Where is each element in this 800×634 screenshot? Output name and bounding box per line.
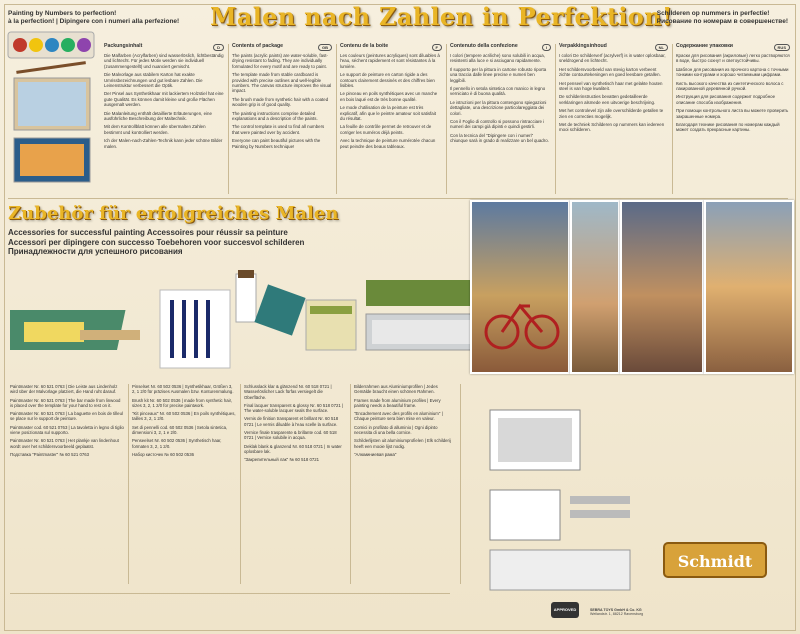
- paragraph: Благодаря технике рисования по номерам каждый может создать прекрасные картины.: [676, 122, 780, 133]
- accessory-product-images: [10, 270, 550, 380]
- paragraph: Die Malvorlage aus stabilem Karton hat exakte Umrissbezeichnungen und gut lesbare Zahlen. Die Leinenstruktur verbessert die Optik.: [104, 72, 203, 89]
- subtitle-line: Принадлежности для успешного рисования: [8, 247, 183, 257]
- footer-notes: [10, 593, 450, 598]
- paragraph: Final lacquer transparent & glossy Nr. 60 518 0721 | The water-soluble lacquer seals the surface.: [244, 402, 344, 414]
- painting-photo: [470, 200, 570, 374]
- paragraph: Il supporto per la pittura in cartone robusto riporta una traccia dalle linee precise e numeri ben leggibili.: [450, 66, 547, 83]
- paragraph: Het penseel van synthetisch haar met gelakte houten steel is van hoge kwaliteit.: [559, 80, 663, 92]
- header-left-line: à la perfection! | Dipingere con i numeri alla perfezione!: [8, 17, 180, 25]
- paragraph: Bilderrahmen aus Aluminiumprofilen | Jedes Gemälde braucht einen schönen Rahmen.: [354, 384, 438, 395]
- accessories-title: Zubehör für erfolgreiches Malen: [8, 203, 339, 224]
- column-divider: [350, 384, 351, 584]
- painting-photo: [704, 200, 794, 374]
- paragraph: Il pennello in setola sintetica con manico in legno verniciato è di buona qualità.: [450, 86, 546, 97]
- paragraph: Vernice finale trasparente & brillante cod. 60 518 0721 | Vernice solubile in acqua.: [244, 430, 337, 441]
- paragraph: The brush made from synthetic hair with a coated wooden grip is of good quality.: [232, 96, 329, 108]
- paragraph: Le support de peinture en carton rigide a des contours clairement dessinés et des chiffres bien lisibles.: [340, 72, 435, 89]
- paragraph: Набор кисточек № 60 502 0536: [132, 451, 194, 457]
- paragraph: Het schildersvoorbeeld van stevig karton verbeent zichte contourtekeningen en goed leesbare getallen.: [559, 66, 661, 78]
- product-paintmaster: [10, 384, 124, 460]
- product-brush-set: [132, 384, 236, 460]
- paragraph: De schilderinstructies bevatten gedetailleerde verklaringen alsmede een uitvoerige beschrijving.: [559, 94, 656, 105]
- column-heading: Содержание упаковки RUS: [676, 44, 790, 51]
- paragraph: Brush kit Nr. 60 502 0536 | made from synthetic hair, sizes 3, 2, 1 2/0 for precise paintwork.: [132, 397, 232, 408]
- company-name: SEBRA TOYS GmbH & Co. KG: [590, 608, 642, 612]
- header-left: [8, 10, 179, 25]
- accessories-subtitles: [8, 228, 304, 257]
- column-heading: Contenu de la boite F: [340, 44, 442, 51]
- column-heading: Packungsinhalt D: [104, 44, 224, 51]
- paragraph: "Алюминиевая рама": [354, 451, 397, 457]
- paragraph: The painting instructions comprise detailed explanations and a description of the paints.: [232, 110, 318, 122]
- contents-column-ru: [676, 44, 790, 136]
- section-divider: [8, 198, 788, 199]
- paragraph: Paintmaster Nr. 60 521 0763 | Die Leiste aus Lindenholz wird über der Malvorlage platziert, die Hand ruht darauf.: [10, 384, 118, 395]
- page-title: Malen nach Zahlen in Perfektion!: [210, 2, 673, 31]
- brush-set-image: [160, 270, 306, 368]
- paragraph: Die Malanleitung enthält detaillierte Erläuterungen, eine ausführliche Beschreibung der Maltechnik.: [104, 110, 212, 122]
- paragraph: Paintmaster cod. 60 521 0763 | La tavoletta in legno di tiglio viene posizionata sul supporto.: [10, 424, 124, 436]
- paragraph: The template made from stable cardboard is provided with precise outlines and well-legible numbers. The canvas structure improves the visual impact.: [232, 72, 332, 94]
- contents-column-fr: [340, 44, 442, 152]
- column-heading: Contents of package GB: [232, 44, 332, 51]
- approved-badge: APPROVED: [551, 602, 579, 618]
- paragraph: При помощи контрольного листа вы можете проверить закрашенные номера.: [676, 108, 789, 119]
- paragraph: Everyone can paint beautiful pictures with the Painting by Numbers technique!: [232, 138, 321, 149]
- header-left-line: Painting by Numbers to perfection!: [8, 10, 117, 17]
- subtitle-line: Accessori per dipingere con successo Toebehoren voor succesvol schilderen: [8, 237, 305, 247]
- paragraph: Met het controlevel zijn alle overschilderde getallen te zien en correcties mogelijk.: [559, 108, 664, 119]
- column-divider: [336, 44, 337, 194]
- paragraph: The control template is used to find all numbers that were painted over by accident.: [232, 124, 325, 135]
- column-divider: [228, 44, 229, 194]
- product-frames: [354, 384, 456, 460]
- paragraph: Шаблон для рисования из прочного картона с точными тонкими контурами и хорошо читаемыми цифрами.: [676, 66, 789, 78]
- header-right: [657, 10, 788, 25]
- paragraph: Les couleurs (peintures acryliques) sont diluables à l'eau, séchent rapidement et sont résistantes à la lumière.: [340, 53, 440, 69]
- paragraph: Set di pennelli cod. 60 502 0536 | Setola sintetica, dimensioni 3, 2, 1 e 2/0.: [132, 424, 228, 436]
- contents-column-de: [104, 44, 224, 152]
- product-final-lacquer: [244, 384, 346, 466]
- column-heading: Contenuto della confezione I: [450, 44, 551, 51]
- column-divider: [555, 44, 556, 194]
- paragraph: La feuille de contrôle permet de retrouver et de corriger les numéros déjà peints.: [340, 124, 432, 135]
- paragraph: Schlusslack klar & glänzend Nr. 60 518 0721 | Wasserlöslicher Lack fürfas versiegelt die Oberfläche.: [244, 384, 332, 400]
- company-info: [590, 608, 730, 617]
- painting-photo: [570, 200, 620, 374]
- paragraph: Frames made from aluminium profiles | Every painting needs a beautiful frame.: [354, 397, 441, 408]
- brand-logo: [660, 535, 770, 583]
- contents-column-nl: [559, 44, 668, 136]
- column-heading: Verpakkingsinhoud NL: [559, 44, 668, 51]
- paragraph: Paintmaster Nr. 60 521 0763 | La baguette en bois de tilleul se place sur le support de peinture.: [10, 411, 123, 422]
- paragraph: Инструкция для рисования содержит подробное описание способа изображения.: [676, 94, 776, 105]
- paragraph: Penseelset Nr. 60 502 0536 | Synthetisch haar, formaten 3, 2, 1 2/0.: [132, 438, 222, 449]
- paragraph: The paints (acrylic paints) are water-soluble, fast-drying resistant to fading. They are individually formulated for every motif and are ready to paint.: [232, 53, 328, 69]
- painting-photo: [620, 200, 704, 374]
- paragraph: Avec la technique de peinture numérotée chacun peut peindre des beaux tableaux.: [340, 138, 436, 149]
- paragraph: Mit dem Kontrollblatt können alle übermalten Zahlen bestimmt und kontrolliert werden.: [104, 124, 206, 135]
- paragraph: Die Malfarben (Acrylfarben) sind wasserlöslich, lichtbeständig und lichtecht. Für jedes Motiv werden sie individuell (zusammengestellt) und nuanciert gemischt.: [104, 53, 224, 69]
- column-divider: [460, 384, 461, 584]
- column-divider: [672, 44, 673, 194]
- bicycle-icon: [472, 202, 568, 372]
- paragraph: Con il Foglio di controllo si possono rintracciare i numeri dei campi già dipinti e quindi gestirli.: [450, 119, 545, 130]
- paragraph: "Kit pinceaux" Nr. 60 502 0536 | En poils synthétiques, tailles 3, 2, 1 2/0.: [132, 411, 236, 422]
- column-divider: [240, 384, 241, 584]
- paragraph: Подставка "Paintmaster" № 60 521 0763: [10, 451, 90, 457]
- header-right-line: Schilderen op nummers in perfectie!: [656, 10, 770, 17]
- paragraph: Con la tecnica del "Dipingere con i numeri" chiunque sarà in grado di realizzare un bel quadro.: [450, 132, 549, 144]
- paintmaster-image: [10, 310, 140, 350]
- paragraph: I colori (tempere acriliche) sono solubili in acqua, resistenti alla luce e si asciugano rapidamente.: [450, 53, 545, 64]
- column-divider: [128, 384, 129, 584]
- paragraph: Cornici in profilato di alluminio | Ogni dipinto necessita di una bella cornice.: [354, 424, 438, 436]
- header-right-line: Рисование по номерам в совершенстве!: [656, 17, 788, 25]
- brand-logo-text: Schmidt: [677, 552, 753, 571]
- paragraph: Schilderlijsten uit aluminiumprofielen | Elk schilderij heeft een mooie lijst nodig.: [354, 438, 451, 449]
- paint-set-illustration: [6, 30, 98, 190]
- contents-column-gb: [232, 44, 332, 152]
- paragraph: Le pinceau en poils synthétiques avec un manche en bois laqué est de très bonne qualité.: [340, 91, 438, 102]
- paragraph: Pinselset Nr. 60 502 0536 | Synthetikhaar, Größen 3, 2, 1 2/0 für präzises Ausmalen bzw. Konturenmalung.: [132, 384, 234, 395]
- lacquer-image: [306, 300, 356, 350]
- paragraph: "Закрепительный лак" № 60 518 0721: [244, 457, 320, 463]
- company-address: Weilandstr. 1, 88212 Ravensburg: [590, 612, 644, 617]
- paragraph: Le istruzioni per la pittura contengono spiegazioni dettagliate, una descrizione particolareggiata dei colori.: [450, 99, 547, 116]
- paragraph: Paintmaster Nr. 60 521 0763 | Het plankje van lindenhout wordt over het schildersvoorbeeld geplaatst.: [10, 438, 119, 449]
- paragraph: Paintmaster Nr. 60 521 0763 | The bar made from linwood is placed over the template for your hand to rest on it.: [10, 397, 121, 408]
- paragraph: Краски для рисования (акриловые) легко растворяются в воде, быстро сохнут и светоустойчивы.: [676, 53, 790, 64]
- column-divider: [446, 44, 447, 194]
- paragraph: Vernis de finition transparent et brillant Nr. 60 518 0721 | Le vernis diluable à l'eau scelle la surface.: [244, 416, 339, 427]
- paragraph: "Encadrement avec des profils en aluminium" | Chaque peinture sera bien mise en valeur.: [354, 411, 443, 422]
- frame-assembly-illustration: [470, 400, 650, 600]
- paragraph: Der Pinsel aus Synthetikhaar mit lackiertem Holzstiel hat eine gute Qualität. Es können damit kleine und große Flächen ausgemalt werden.: [104, 91, 224, 108]
- paragraph: Deklak blank & glanzend Nr. 60 518 0721 | In water oplosbare lak.: [244, 443, 342, 454]
- subtitle-line: Accessories for successful painting Accessoires pour réussir sa peinture: [8, 228, 288, 237]
- paragraph: I colori De schilderverf (acrylverf) is in water oplosbaar, sneldrogend en lichtecht.: [559, 53, 666, 64]
- paragraph: Ich der Malen-nach-Zahlen-Technik kann jeder schöne Bilder malen.: [104, 138, 223, 149]
- paragraph: Le mode d'utilisation de la peinture est très explicatif, afin que le peintre amateur soit satisfait du résultat.: [340, 105, 436, 122]
- paragraph: Met de techniek Schilderen op nummers kan iedereen mooi schilderen.: [559, 122, 665, 133]
- contents-column-it: [450, 44, 551, 147]
- paragraph: Кисть высокого качества из синтетического волоса с лакированной деревянной ручкой.: [676, 80, 784, 92]
